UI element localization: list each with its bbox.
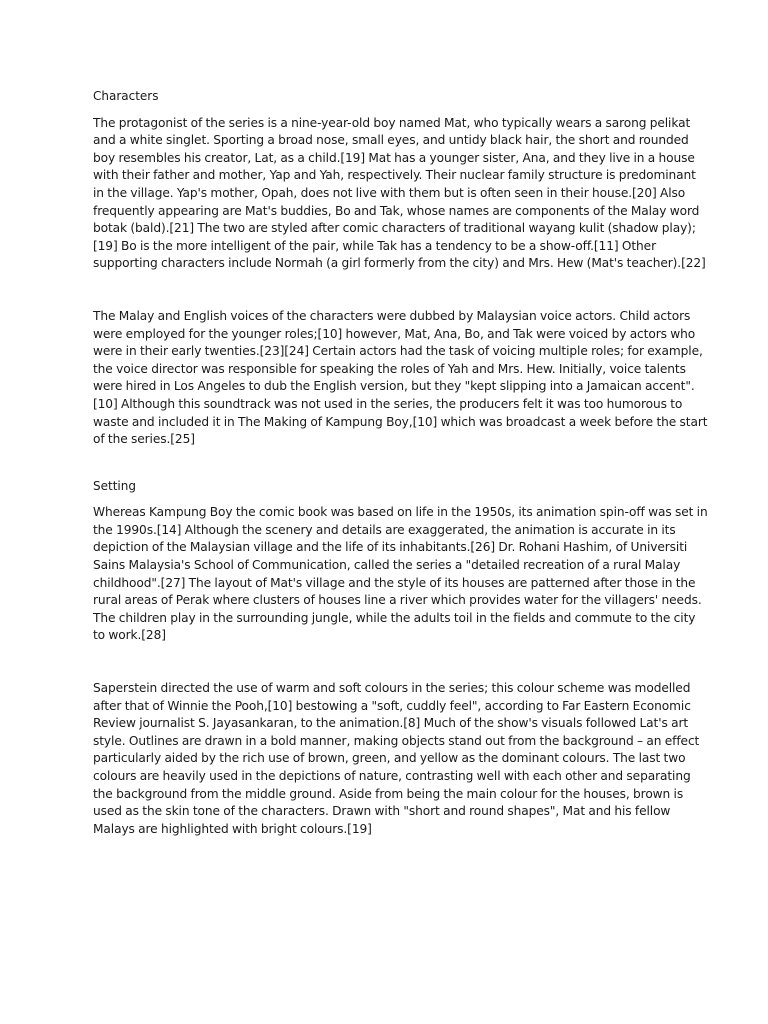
section-heading-characters: Characters [93,89,159,103]
section-spacer [93,449,708,478]
section-heading-setting: Setting [93,478,136,493]
paragraph-setting-2: Saperstein directed the use of warm and soft colours in the series; this colour scheme was modelled after that of Winnie the Pooh,[10] bestowing a "soft, cuddly feel", according to Far Eastern Economic Review journalist S. Jayasankaran, to the animation.[8] Much of the show's visuals followed Lat's art style. Outlines are drawn in a bold manner, making objects stand out from the background – an effect particularly aided by the rich use of brown, green, and yellow as the dominant colours. The last two colours are heavily used in the depictions of nature, contrasting well with each other and separating the background from the middle ground. Aside from being the main colour for the houses, brown is used as the skin tone of the characters. Drawn with "short and round shapes", Mat and his fellow Malays are highlighted with bright colours.[19] [93,681,700,836]
paragraph-setting-1: Whereas Kampung Boy the comic book was based on life in the 1950s, its animation spin-off was set in the 1990s.[14] Although the scenery and details are exaggerated, the animation is accurate in its depiction of the Malaysian village and the life of its inhabitants.[26] Dr. Rohani Hashim, of Universiti Sains Malaysia's School of Communication, called the series a "detailed recreation of a rural Malay childhood".[27] The layout of Mat's village and the style of its houses are patterned after those in the rural areas of Perak where clusters of houses line a river which provides water for the villagers' needs. The children play in the surrounding jungle, while the adults toil in the fields and commute to the city to work.[28] [93,505,708,643]
paragraph-spacer [93,273,708,308]
paragraph-characters-1: The protagonist of the series is a nine-year-old boy named Mat, who typically wears a sarong pelikat and a white singlet. Sporting a broad nose, small eyes, and untidy black hair, the short and rounded boy resembles his creator, Lat, as a child.[19] Mat has a younger sister, Ana, and they live in a house with their father and mother, Yap and Yah, respectively. Their nuclear family structure is predominant in the village. Yap's mother, Opah, does not live with them but is often seen in their house.[20] Also frequently appearing are Mat's buddies, Bo and Tak, whose names are components of the Malay word botak (bald).[21] The two are styled after comic characters of traditional wayang kulit (shadow play);[19] Bo is the more intelligent of the pair, while Tak has a tendency to be a show-off.[11] Other supporting characters include Normah (a girl formerly from the city) and Mrs. Hew (Mat's teacher).[22] [93,115,706,271]
paragraph-spacer [93,645,708,680]
paragraph-characters-2: The Malay and English voices of the characters were dubbed by Malaysian voice actors. Child actors were employed for the younger roles;[10] however, Mat, Ana, Bo, and Tak were voiced by actors who were in their early twenties.[23][24] Certain actors had the task of voicing multiple roles; for example, the voice director was responsible for speaking the roles of Yah and Mrs. Hew. Initially, voice talents were hired in Los Angeles to dub the English version, but they "kept slipping into a Jamaican accent".[10] Although this soundtrack was not used in the series, the producers felt it was too humorous to waste and included it in The Making of Kampung Boy,[10] which was broadcast a week before the start of the series.[25] [93,308,708,447]
